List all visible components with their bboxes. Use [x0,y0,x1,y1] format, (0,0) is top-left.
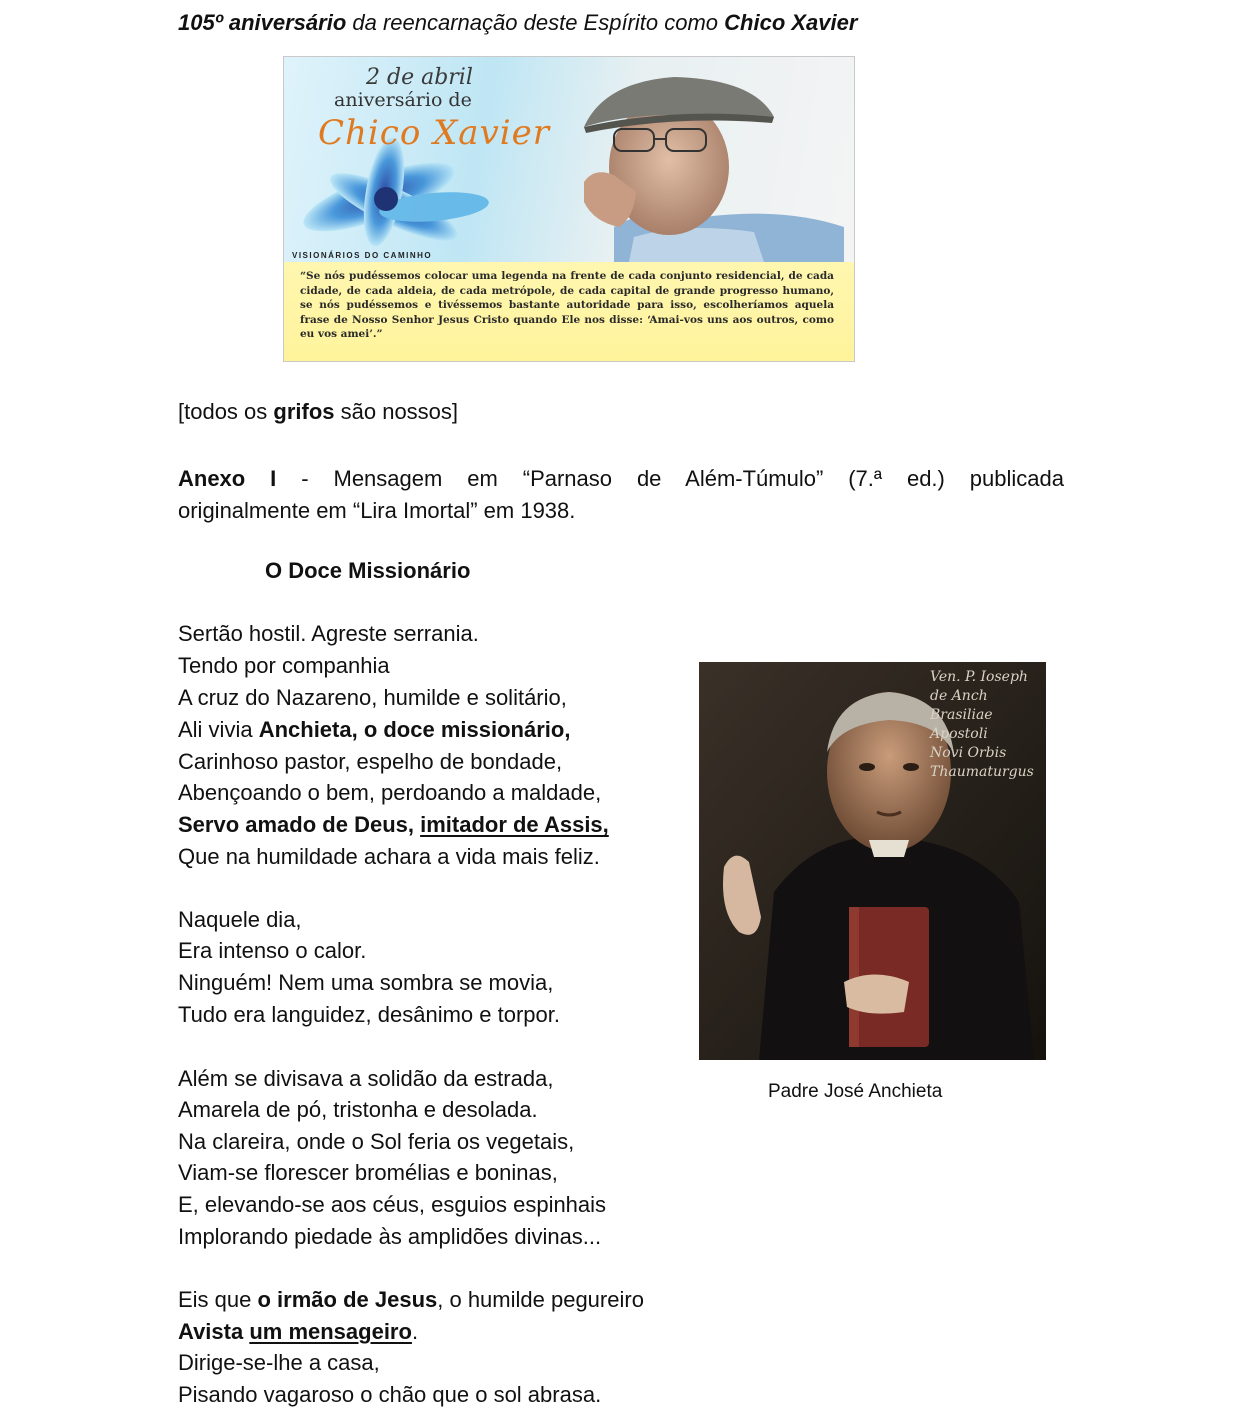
poem-line: Pisando vagaroso o chão que o sol abrasa. [178,1382,602,1407]
banner-name: Chico Xavier [318,113,551,153]
poem-title: O Doce Missionário [265,558,471,583]
poem-line-underlined: um mensageiro [249,1319,412,1344]
anexo-line-1-text: - Mensagem em “Parnaso de Além-Túmulo” (7.ª ed.) publicada [276,466,1064,491]
poem-line: Além se divisava a solidão da estrada, [178,1066,554,1091]
poem-line: E, elevando-se aos céus, esguios espinhais [178,1192,607,1217]
poem-line-text: , o humilde pegureiro [437,1287,644,1312]
poem-line: Tudo era languidez, desânimo e torpor. [178,1002,560,1027]
poem-line [178,717,570,743]
poem-line-bold: o irmão de Jesus [257,1287,438,1312]
poem-line: Era intenso o calor. [178,938,367,963]
banner-quote: “Se nós pudéssemos colocar uma legenda na frente de cada conjunto residencial, de cada cidade, de cada aldeia, de cada metrópole, de cada capital de grande progresso humano, se nós pudéssemos e tivéssemos bastante autoridade para isso, escolheríamos aquela frase de Nosso Senhor Jesus Cristo quando Ele nos disse: ‘Amai-vos uns aos outros, como eu vos amei’.” [300,270,834,340]
man-portrait [584,77,844,262]
poem-line-text: Ali vivia [178,717,259,742]
page-header [178,10,857,36]
poem-line: Dirige-se-lhe a casa, [178,1350,380,1375]
banner-credit: VISIONÁRIOS DO CAMINHO [292,251,433,260]
poem-line: Viam-se florescer bromélias e boninas, [178,1160,558,1185]
grifos-note [178,399,458,425]
grifos-bold: grifos [273,399,335,424]
poem-line-bold: Avista [178,1319,250,1344]
poem-line: Na clareira, onde o Sol feria os vegetais, [178,1129,575,1154]
header-middle: da reencarnação deste Espírito como [346,10,725,35]
grifos-after: são nossos] [334,399,459,424]
header-chico-xavier: Chico Xavier [724,10,858,35]
anniversary-banner [283,56,855,362]
anexo-line-1 [178,463,1064,495]
poem-line: Naquele dia, [178,907,302,932]
anexo-line-2: originalmente em “Lira Imortal” em 1938. [178,498,576,523]
poem-line [178,1319,418,1345]
poem-line: Sertão hostil. Agreste serrania. [178,621,479,646]
poem-line-bold: Servo amado de Deus, [178,812,421,837]
anexo-label: Anexo I [178,466,277,491]
grifos-before: [todos os [178,399,274,424]
poem-line [178,812,609,838]
header-anniversary: 105º aniversário [178,10,347,35]
poem-line-underlined: imitador de Assis, [420,812,609,837]
anchieta-portrait [699,662,1046,1060]
poem-line: Que na humildade achara a vida mais feliz. [178,844,600,869]
poem-line-text: Eis que [178,1287,258,1312]
portrait-inscription-line: Novi Orbis [930,745,1007,761]
poem-line-bold: Anchieta, o doce missionário, [258,717,571,742]
poem-line: Implorando piedade às amplidões divinas... [178,1224,602,1249]
portrait-inscription [930,668,1040,782]
banner-aniversario: aniversário de [334,89,472,111]
poem-line: Tendo por companhia [178,653,390,678]
banner-date: 2 de abril [366,65,473,90]
poem-line: Ninguém! Nem uma sombra se movia, [178,970,554,995]
anexo-paragraph [178,463,1064,527]
portrait-inscription-line: Thaumaturgus [930,764,1034,780]
banner-artwork [284,57,854,262]
poem-line: Abençoando o bem, perdoando a maldade, [178,780,602,805]
poem-line: Amarela de pó, tristonha e desolada. [178,1097,538,1122]
portrait-inscription-line: Ven. P. Ioseph de Anch [930,669,1028,704]
poem-line-text: . [411,1319,419,1344]
portrait-caption: Padre José Anchieta [768,1081,943,1102]
portrait-inscription-line: Brasiliae Apostoli [930,707,993,742]
poem-line: Carinhoso pastor, espelho de bondade, [178,749,563,774]
poem-line [178,1287,644,1313]
poem-line: A cruz do Nazareno, humilde e solitário, [178,685,567,710]
